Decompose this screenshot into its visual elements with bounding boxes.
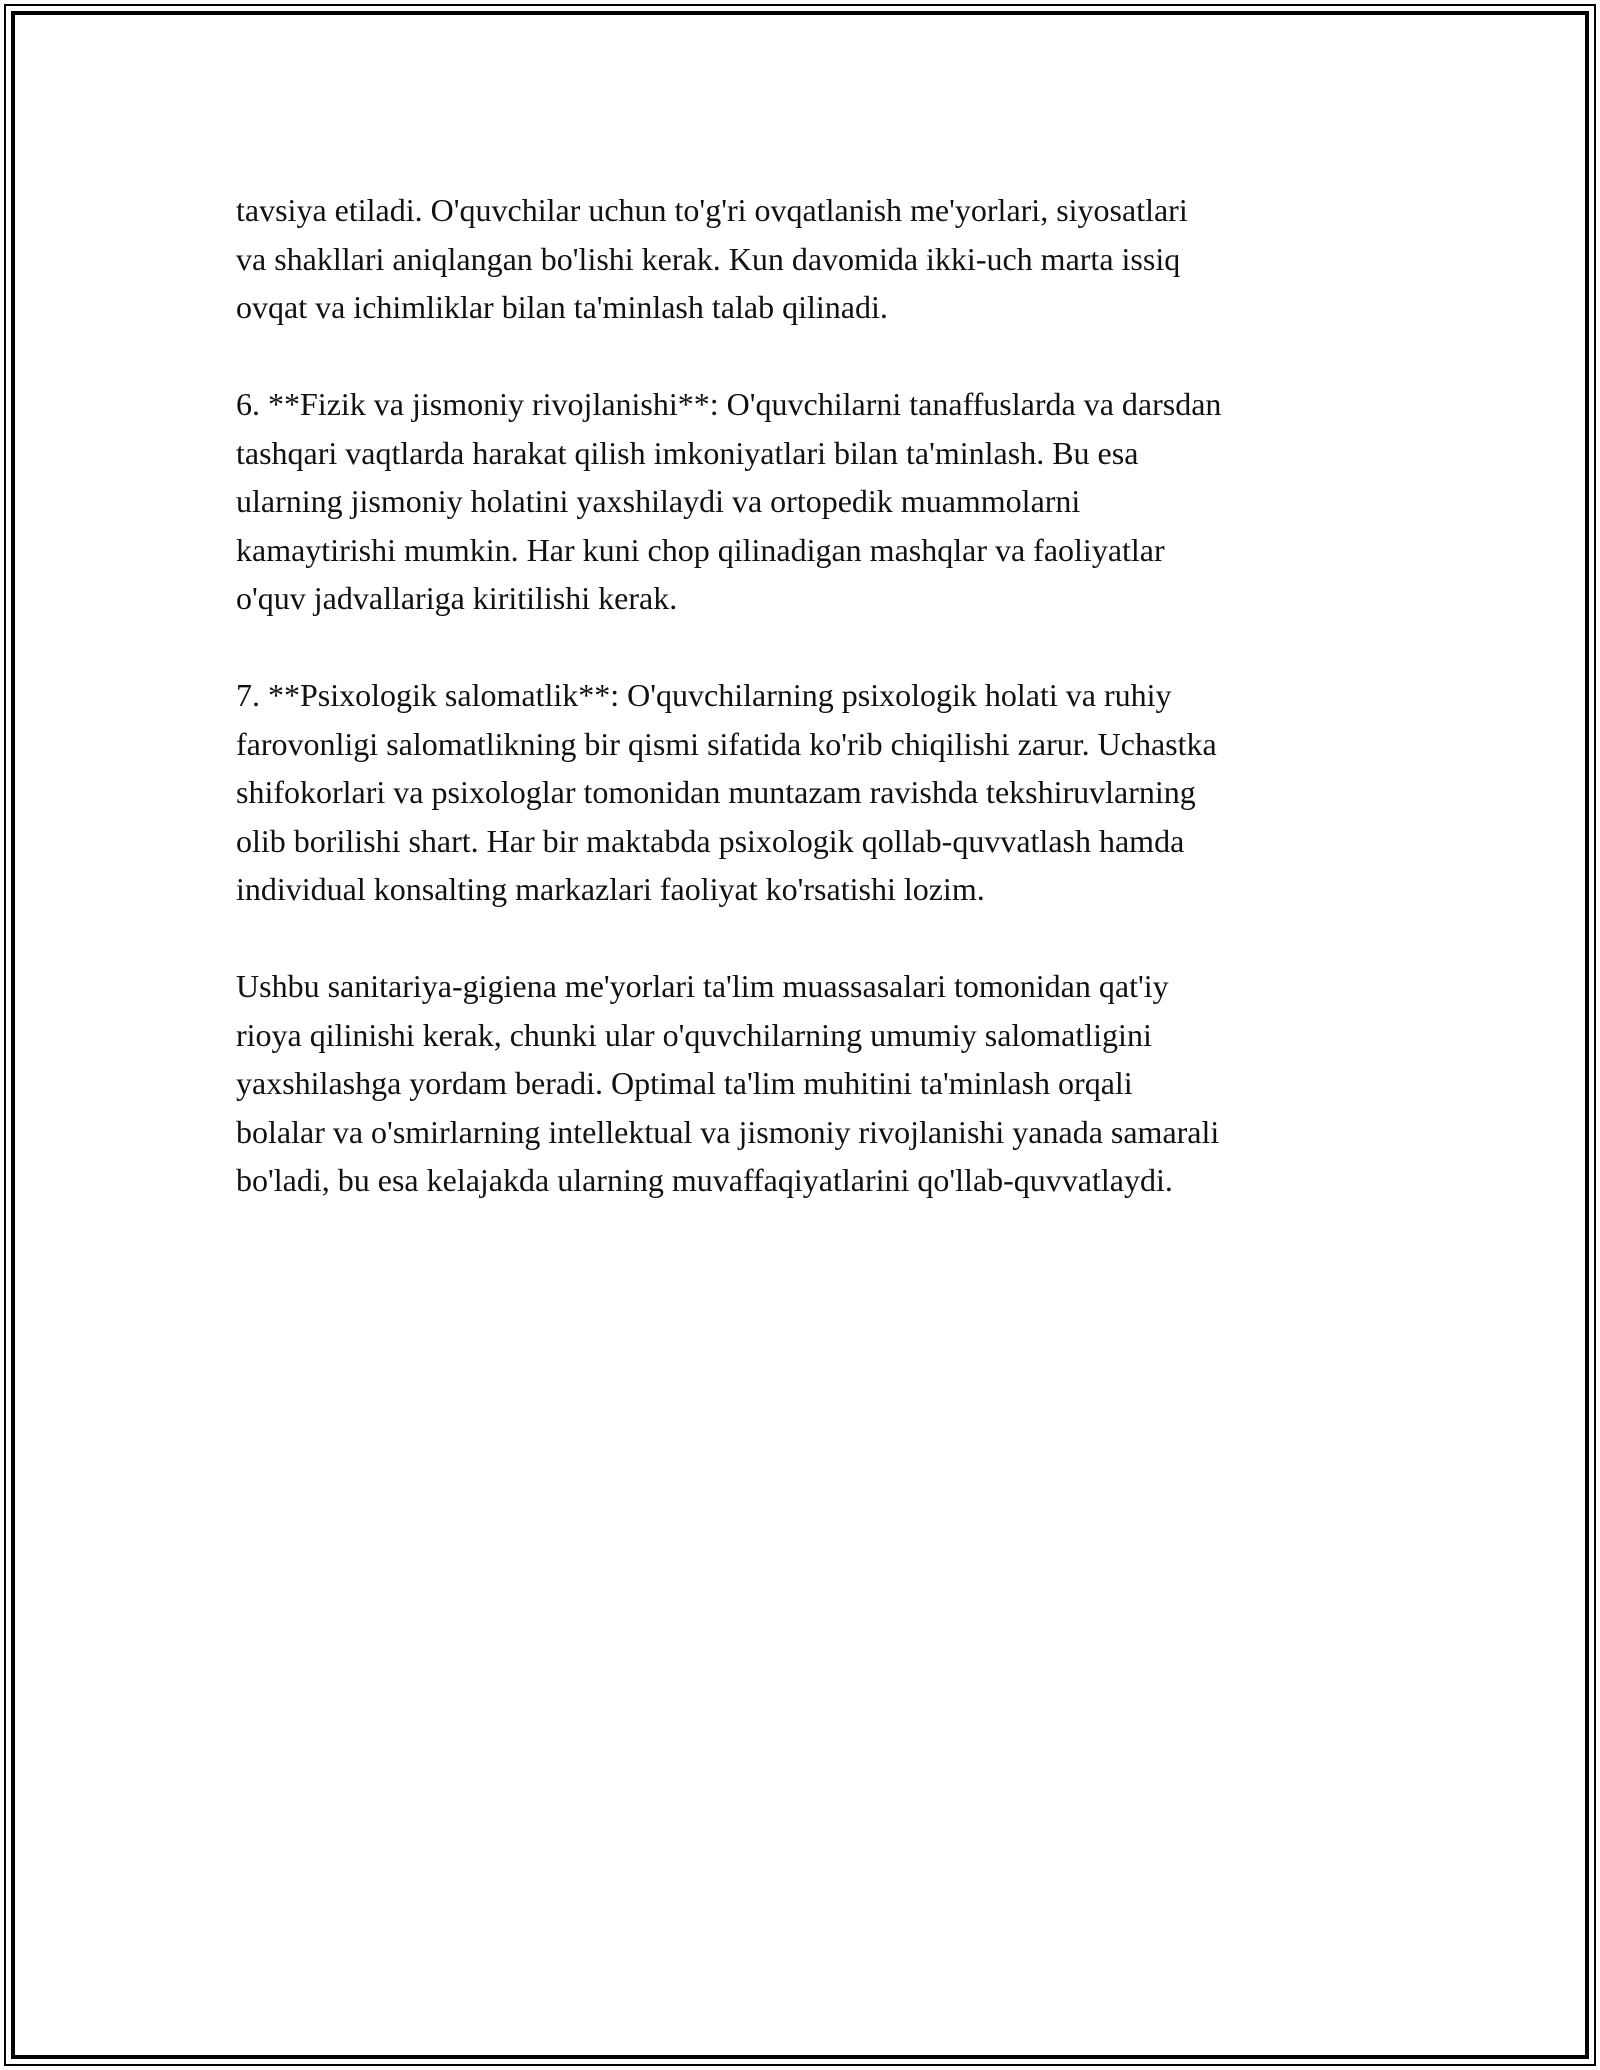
paragraph-psychological-health: 7. **Psixologik salomatlik**: O'quvchilarning psixologik holati va ruhiy farovonligi salomatlikning bir qismi sifatida ko'rib chiqilishi zarur. Uchastka shifokorlari va psixologlar tomonidan muntazam ravishda tekshiruvlarning olib borilishi shart. Har bir maktabda psixologik qollab-quvvatlash hamda individual konsalting markazlari faoliyat ko'rsatishi lozim. (236, 677, 1217, 907)
paragraph-nutrition-continuation: tavsiya etiladi. O'quvchilar uchun to'g'ri ovqatlanish me'yorlari, siyosatlari va shakllari aniqlangan bo'lishi kerak. Kun davomida ikki-uch marta issiq ovqat va ichimliklar bilan ta'minlash talab qilinadi. (236, 192, 1188, 325)
document-body (236, 186, 1376, 1253)
paragraph-conclusion: Ushbu sanitariya-gigiena me'yorlari ta'lim muassasalari tomonidan qat'iy rioya qilinishi kerak, chunki ular o'quvchilarning umumiy salomatligini yaxshilashga yordam beradi. Optimal ta'lim muhitini ta'minlash orqali bolalar va o'smirlarning intellektual va jismoniy rivojlanishi yanada samarali bo'ladi, bu esa kelajakda ularning muvaffaqiyatlarini qo'llab-quvvatlaydi. (236, 968, 1220, 1198)
paragraph-physical-development: 6. **Fizik va jismoniy rivojlanishi**: O'quvchilarni tanaffuslarda va darsdan tashqari vaqtlarda harakat qilish imkoniyatlari bilan ta'minlash. Bu esa ularning jismoniy holatini yaxshilaydi va ortopedik muammolarni kamaytirishi mumkin. Har kuni chop qilinadigan mashqlar va faoliyatlar o'quv jadvallariga kiritilishi kerak. (236, 386, 1222, 616)
